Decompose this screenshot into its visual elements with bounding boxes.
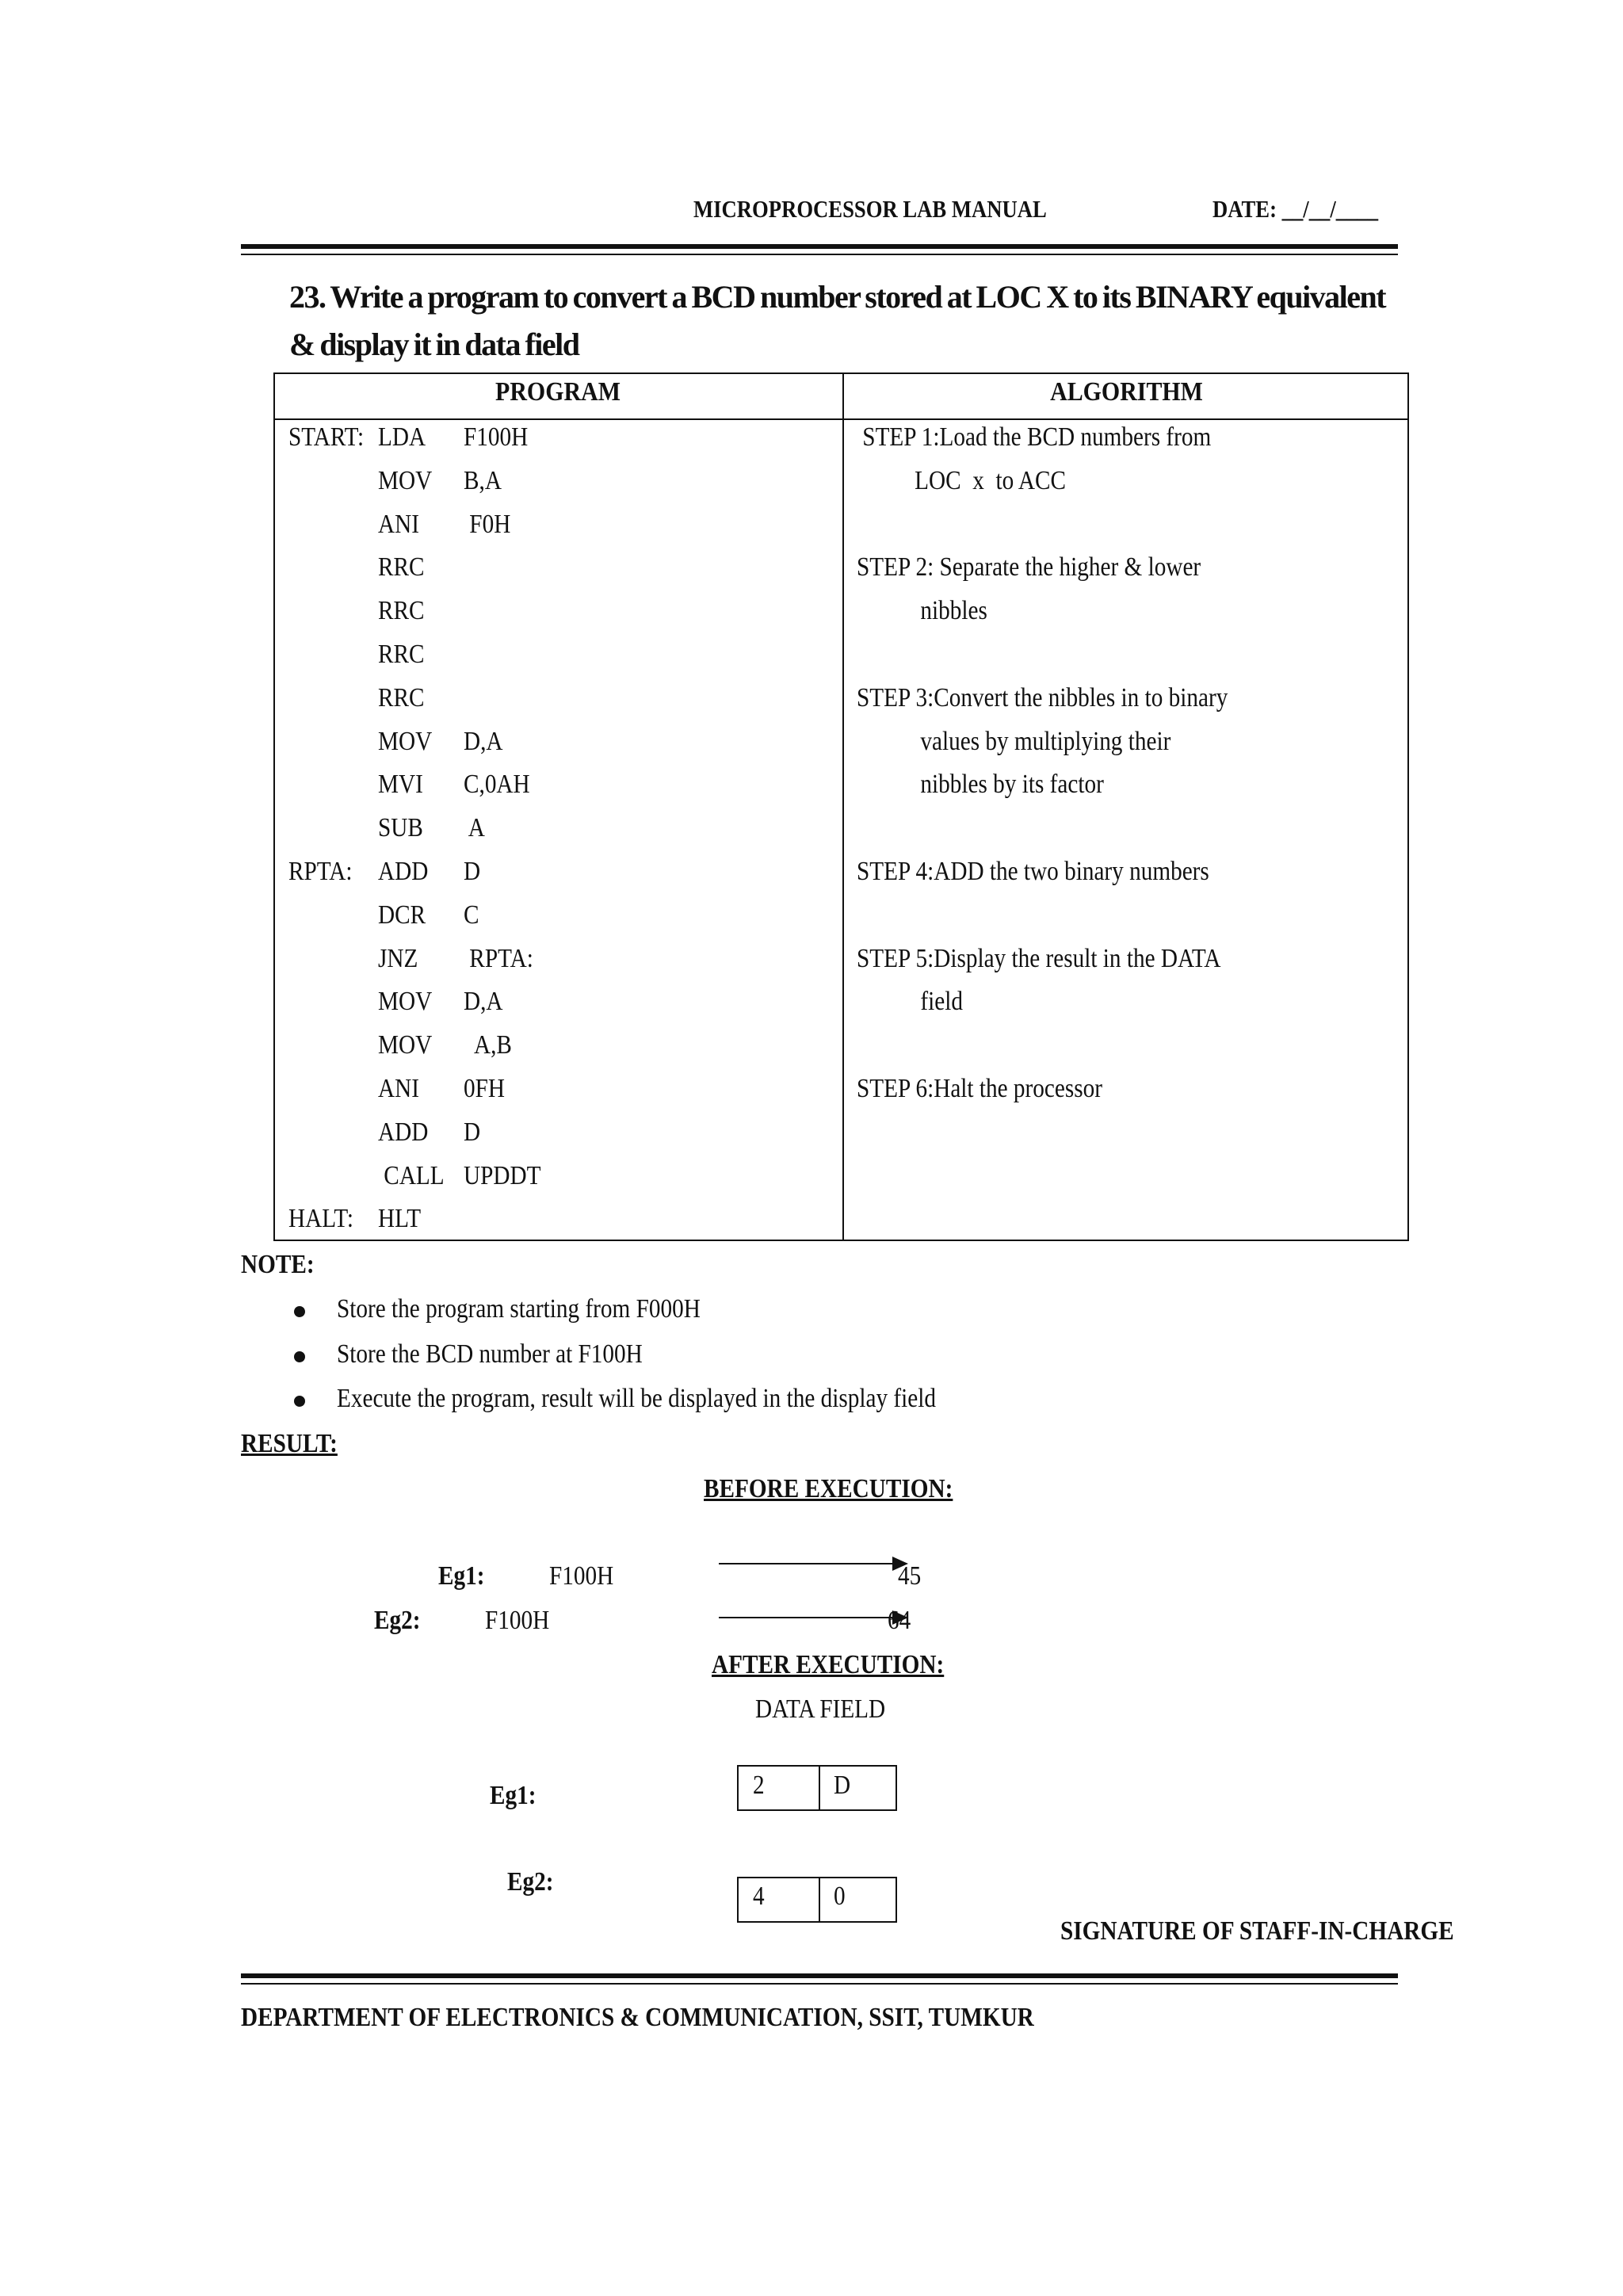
algorithm-line: LOC x to ACC — [857, 466, 1067, 495]
manual-title: MICROPROCESSOR LAB MANUAL — [693, 195, 1047, 223]
algorithm-line: STEP 2: Separate the higher & lower — [857, 552, 1201, 582]
bullet-icon — [294, 1306, 305, 1317]
before-eg2-value: 64 — [888, 1606, 911, 1635]
footer-rule — [241, 1973, 1398, 1978]
program-operand: C,0AH — [464, 770, 530, 799]
program-opcode: RRC — [378, 552, 425, 582]
program-operand: D,A — [464, 987, 503, 1016]
program-operand: F0H — [464, 510, 511, 539]
program-opcode: DCR — [378, 900, 426, 930]
date-label: DATE: __/__/____ — [1212, 195, 1379, 223]
program-operand: B,A — [464, 466, 502, 495]
after-eg2-label: Eg2: — [507, 1867, 554, 1897]
program-opcode: ANI — [378, 510, 419, 539]
program-operand: 0FH — [464, 1074, 506, 1103]
program-opcode: MOV — [378, 1030, 433, 1060]
program-opcode: MOV — [378, 987, 433, 1016]
result-heading: RESULT: — [241, 1429, 338, 1458]
note-item: Store the program starting from F000H — [337, 1294, 701, 1324]
program-opcode: CALL — [378, 1161, 445, 1190]
data-field-eg2-digit-1: 4 — [753, 1881, 765, 1911]
before-eg1-arrow — [719, 1563, 897, 1564]
data-field-divider — [819, 1877, 820, 1923]
data-field-label: DATA FIELD — [755, 1694, 886, 1724]
program-opcode: HLT — [378, 1204, 422, 1233]
program-opcode: MOV — [378, 466, 433, 495]
program-opcode: ANI — [378, 1074, 419, 1103]
program-opcode: RRC — [378, 683, 425, 712]
before-eg2-label: Eg2: — [374, 1606, 421, 1635]
program-operand: A,B — [464, 1030, 512, 1060]
before-eg1-label: Eg1: — [438, 1561, 485, 1591]
data-field-eg1-digit-2: D — [834, 1771, 851, 1800]
program-operand: C — [464, 900, 479, 930]
header-rule — [241, 244, 1398, 249]
algorithm-line: nibbles — [857, 596, 987, 625]
program-operand: D — [464, 857, 481, 886]
data-field-eg2-digit-2: 0 — [834, 1881, 846, 1911]
program-opcode: JNZ — [378, 944, 418, 973]
algorithm-line: field — [857, 987, 963, 1016]
program-opcode: SUB — [378, 813, 423, 842]
program-operand: D — [464, 1117, 481, 1147]
exercise-title: 23. Write a program to convert a BCD number stored at LOC X to its BINARY equivalent & display it in data field — [289, 279, 1386, 362]
algorithm-line: STEP 3:Convert the nibbles in to binary — [857, 683, 1228, 712]
program-opcode: MVI — [378, 770, 423, 799]
program-operand: F100H — [464, 422, 529, 452]
header-rule-thin — [241, 254, 1398, 255]
before-eg1-value: 45 — [898, 1561, 922, 1591]
program-table — [273, 372, 1409, 1241]
program-label: HALT: — [288, 1204, 353, 1233]
program-opcode: RRC — [378, 596, 425, 625]
before-eg2-arrow — [719, 1617, 897, 1618]
bullet-icon — [294, 1396, 305, 1407]
table-header-rule — [273, 418, 1409, 420]
after-execution-heading: AFTER EXECUTION: — [712, 1650, 945, 1679]
data-field-eg1-digit-1: 2 — [753, 1771, 765, 1800]
algorithm-line: STEP 6:Halt the processor — [857, 1074, 1102, 1103]
program-label: START: — [288, 422, 365, 452]
program-opcode: ADD — [378, 1117, 429, 1147]
footer-department: DEPARTMENT OF ELECTRONICS & COMMUNICATION, SSIT, TUMKUR — [241, 2003, 1034, 2032]
program-opcode: LDA — [378, 422, 426, 452]
algorithm-line: STEP 4:ADD the two binary numbers — [857, 857, 1209, 886]
program-operand: A — [464, 813, 485, 842]
algorithm-line: STEP 1:Load the BCD numbers from — [857, 422, 1212, 452]
program-operand: RPTA: — [464, 944, 533, 973]
algorithm-header: ALGORITHM — [1050, 377, 1203, 407]
algorithm-line: STEP 5:Display the result in the DATA — [857, 944, 1221, 973]
footer-rule-thin — [241, 1983, 1398, 1985]
before-eg1-address: F100H — [549, 1561, 614, 1591]
algorithm-line: nibbles by its factor — [857, 770, 1104, 799]
program-label: RPTA: — [288, 857, 353, 886]
table-column-divider — [842, 372, 844, 1241]
algorithm-line: values by multiplying their — [857, 727, 1171, 756]
program-opcode: RRC — [378, 640, 425, 669]
data-field-divider — [819, 1765, 820, 1811]
program-opcode: MOV — [378, 727, 433, 756]
program-operand: D,A — [464, 727, 503, 756]
before-eg2-address: F100H — [485, 1606, 550, 1635]
program-opcode: ADD — [378, 857, 429, 886]
after-eg1-label: Eg1: — [490, 1781, 537, 1810]
program-header: PROGRAM — [495, 377, 621, 407]
note-item: Store the BCD number at F100H — [337, 1339, 643, 1369]
program-operand: UPDDT — [464, 1161, 541, 1190]
before-execution-heading: BEFORE EXECUTION: — [704, 1474, 953, 1503]
bullet-icon — [294, 1351, 305, 1362]
note-item: Execute the program, result will be displayed in the display field — [337, 1384, 936, 1413]
note-heading: NOTE: — [241, 1250, 315, 1279]
signature-label: SIGNATURE OF STAFF-IN-CHARGE — [1060, 1916, 1454, 1946]
